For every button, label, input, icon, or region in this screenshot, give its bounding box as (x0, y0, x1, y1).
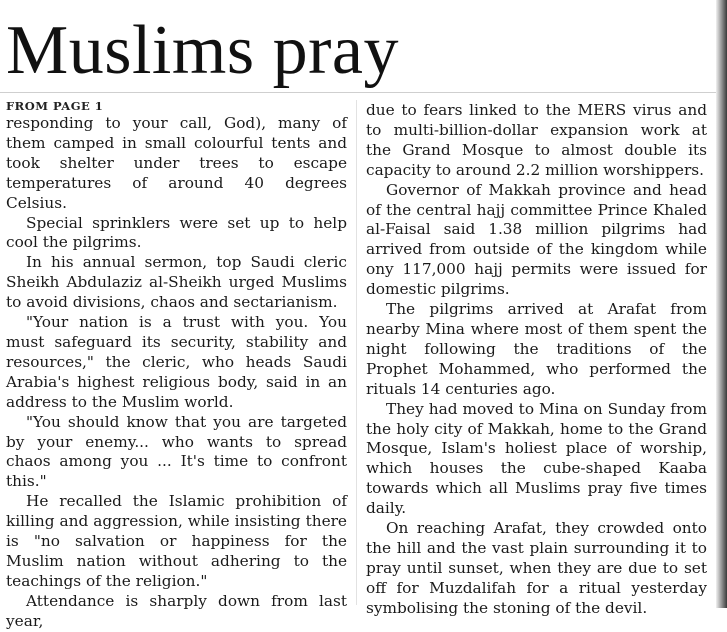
headline: Muslims pray (6, 12, 399, 89)
paragraph: He recalled the Islamic prohibition of killing and aggression, while insisting there is "no salvation or happiness for the Muslim nation without adhering to the teachings of the religion." (6, 492, 347, 590)
paragraph: "Your nation is a trust with you. You must safeguard its security, stability and resources," the cleric, who heads Saudi Arabia's highest religious body, said in an address to the Muslim world. (6, 313, 347, 411)
paragraph: due to fears linked to the MERS virus and to multi-billion-dollar expansion work at the Grand Mosque to almost double its capacity to around 2.2 million worshippers. (366, 101, 707, 179)
paragraph: They had moved to Mina on Sunday from the holy city of Makkah, home to the Grand Mosque, Islam's holiest place of worship, which houses the cube-shaped Kaaba towards which all Muslims pray five times daily. (366, 399, 707, 518)
paragraph: Special sprinklers were set up to help cool the pilgrims. (6, 213, 347, 252)
from-page-kicker: FROM PAGE 1 (6, 99, 104, 113)
column-separator (356, 100, 357, 605)
paragraph: "You should know that you are targeted by your enemy... who wants to spread chaos among you ... It's time to confront this." (6, 412, 347, 491)
page-edge-shadow (716, 0, 727, 608)
right-column (366, 101, 707, 619)
paragraph: Governor of Makkah province and head of the central hajj committee Prince Khaled al-Faisal said 1.38 million pilgrims had arrived from outside of the kingdom while ony 117,000 hajj permits were issued for domestic pilgrims. (366, 180, 707, 299)
paragraph: In his annual sermon, top Saudi cleric Sheikh Abdulaziz al-Sheikh urged Muslims to avoid divisions, chaos and sectarianism. (6, 253, 347, 312)
paragraph: responding to your call, God), many of them camped in small colourful tents and took shelter under trees to escape temperatures of around 40 degrees Celsius. (6, 114, 347, 212)
paragraph: Attendance is sharply down from last year, (6, 591, 347, 630)
top-rule (0, 92, 727, 93)
left-column (6, 95, 347, 632)
paragraph: The pilgrims arrived at Arafat from nearby Mina where most of them spent the night following the traditions of the Prophet Mohammed, who performed the rituals 14 centuries ago. (366, 300, 707, 398)
paragraph: On reaching Arafat, they crowded onto the hill and the vast plain surrounding it to pray until sunset, when they are due to set off for Muzdalifah for a ritual yesterday symbolising the stoning of the devil. (366, 519, 707, 617)
